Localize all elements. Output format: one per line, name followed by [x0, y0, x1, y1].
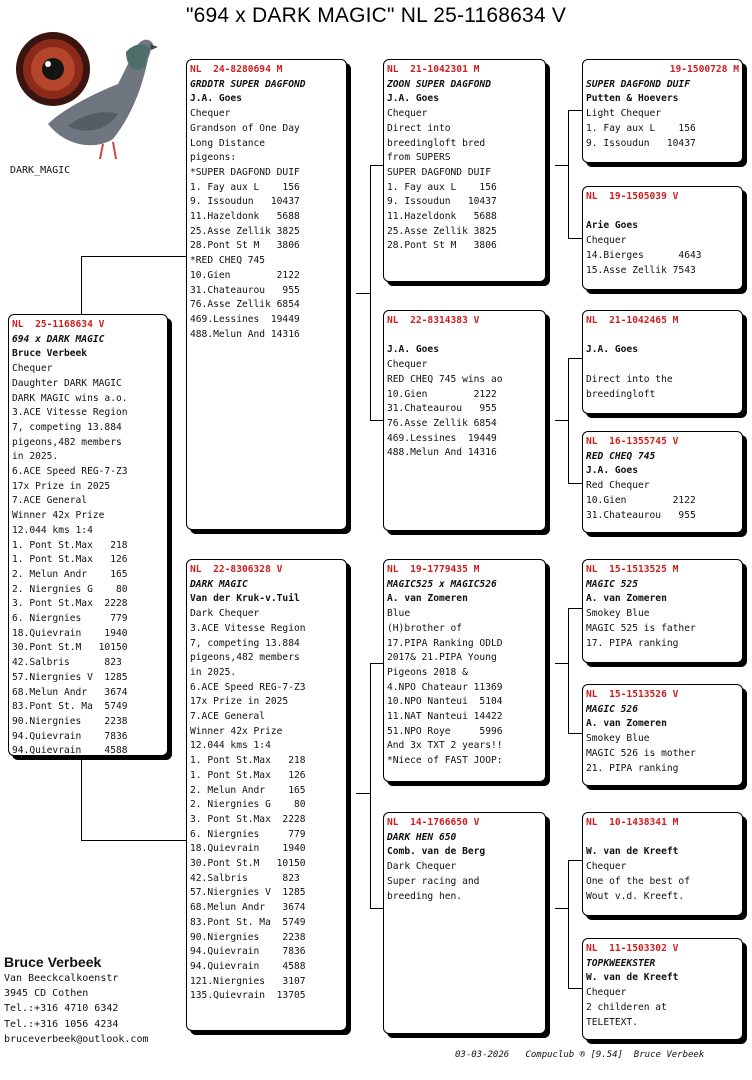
pigeon-name — [586, 205, 739, 220]
detail-line: pigeons: — [190, 152, 237, 164]
detail-line: 30.Pont St.M 10150 — [12, 642, 128, 654]
detail-line: 9. Issoudun 10437 — [387, 196, 497, 208]
eye-pupil — [42, 58, 64, 80]
detail-line: pigeons,482 members — [12, 436, 122, 448]
detail-line: 57.Niergnies V 1285 — [12, 671, 128, 683]
detail-line: 488.Melun And 14316 — [387, 447, 497, 459]
detail-line: 94.Quievrain 7836 — [190, 946, 306, 958]
detail-line: Smokey Blue — [586, 608, 650, 620]
detail-line: Daughter DARK MAGIC — [12, 377, 122, 389]
detail-line: 2017& 21.PIPA Young — [387, 652, 497, 664]
detail-line: SUPER DAGFOND DUIF — [387, 166, 491, 178]
pigeon-name: MAGIC 526 — [586, 703, 638, 715]
page-title: "694 x DARK MAGIC" NL 25-1168634 V — [185, 4, 567, 27]
detail-line: 1. Fay aux L 156 — [387, 181, 497, 193]
owner-name: Comb. van de Berg — [387, 846, 486, 858]
owner-name: J.A. Goes — [586, 344, 638, 356]
pigeon-name — [387, 329, 542, 344]
detail-line — [586, 358, 739, 373]
detail-line: breedingloft bred — [387, 137, 486, 149]
detail-line: TELETEXT. — [586, 1016, 638, 1028]
ring-number: NL 25-1168634 V — [12, 319, 105, 330]
breeder-email: bruceverbeek@outlook.com — [4, 1033, 149, 1045]
detail-line: *Niece of FAST JOOP: — [387, 755, 503, 767]
owner-name: A. van Zomeren — [586, 593, 667, 605]
detail-line: pigeons,482 members — [190, 652, 300, 664]
owner-name: Putten & Hoevers — [586, 93, 679, 105]
owner-name: J.A. Goes — [586, 465, 638, 477]
detail-line: 68.Melun Andr 3674 — [12, 686, 128, 698]
detail-line: 6.ACE Speed REG-7-Z3 — [190, 681, 306, 693]
detail-line: 10.Gien 2122 — [387, 388, 497, 400]
detail-line: 1. Pont St.Max 126 — [190, 769, 306, 781]
owner-name: Arie Goes — [586, 220, 638, 232]
detail-line: 7, competing 13.884 — [190, 637, 300, 649]
breeder-city: 3945 CD Cothen — [4, 988, 89, 1000]
owner-name: J.A. Goes — [190, 93, 242, 105]
detail-line: 94.Quievrain 4588 — [12, 745, 128, 756]
pigeon-name: DARK HEN 650 — [387, 831, 457, 843]
detail-line: 3.ACE Vitesse Region — [12, 407, 128, 419]
detail-line: 6. Niergnies 779 — [190, 828, 306, 840]
detail-line: 17x Prize in 2025 — [190, 696, 289, 708]
pedigree-card-ddd — [582, 938, 743, 1040]
owner-name: A. van Zomeren — [387, 593, 468, 605]
detail-line: Light Chequer — [586, 108, 662, 120]
detail-line: 18.Quievrain 1940 — [190, 843, 306, 855]
pedigree-card-sire-sire — [383, 59, 546, 282]
detail-line: 30.Pont St.M 10150 — [190, 858, 306, 870]
pigeon-name: GRDDTR SUPER DAGFOND — [190, 78, 306, 90]
detail-line: 469.Lessines 19449 — [387, 432, 497, 444]
detail-line: 3. Pont St.Max 2228 — [190, 813, 306, 825]
pedigree-card-dss — [582, 559, 743, 663]
pigeon-name: 694 x DARK MAGIC — [12, 333, 105, 345]
pedigree-card-sire — [186, 59, 347, 530]
owner-name: Bruce Verbeek — [12, 348, 88, 360]
pedigree-card-sds — [582, 310, 743, 414]
detail-line: 17. PIPA ranking — [586, 637, 679, 649]
owner-name: W. van de Kreeft — [586, 846, 679, 858]
ring-number: NL 16-1355745 V — [586, 436, 679, 447]
detail-line: 42.Salbris 823 — [12, 657, 122, 669]
detail-line: 31.Chateaurou 955 — [586, 509, 696, 521]
pedigree-card-dam — [186, 559, 347, 1031]
detail-line: 12.044 kms 1:4 — [190, 740, 271, 752]
detail-line: Chequer — [586, 235, 627, 247]
detail-line: Smokey Blue — [586, 733, 650, 745]
detail-line: Direct into the — [586, 373, 673, 385]
pigeon-name: RED CHEQ 745 — [586, 450, 656, 462]
detail-line: Chequer — [387, 359, 428, 371]
detail-line: Long Distance — [190, 137, 266, 149]
detail-line: 25.Asse Zellik 3825 — [190, 225, 300, 237]
ring-number: NL 24-8280694 M — [190, 64, 283, 75]
detail-line: 9. Issoudun 10437 — [586, 137, 696, 149]
detail-line: 15.Asse Zellik 7543 — [586, 264, 696, 276]
detail-line: 7.ACE General — [190, 711, 266, 723]
detail-line: 28.Pont St M 3806 — [190, 240, 300, 252]
detail-line: 25.Asse Zellik 3825 — [387, 225, 497, 237]
pigeon-photo — [8, 14, 158, 164]
detail-line: 6. Niergnies 779 — [12, 613, 128, 625]
breeder-address: Van Beeckcalkoenstr — [4, 973, 119, 984]
detail-line: Blue — [387, 608, 411, 620]
detail-line: 135.Quievrain 13705 — [190, 990, 306, 1002]
detail-line: 2 childeren at — [586, 1001, 667, 1013]
detail-line: 57.Niergnies V 1285 — [190, 887, 306, 899]
detail-line: 94.Quievrain 4588 — [190, 960, 306, 972]
detail-line: 7, competing 13.884 — [12, 421, 122, 433]
detail-line: from SUPERS — [387, 152, 451, 164]
detail-line: 9. Issoudun 10437 — [190, 196, 300, 208]
detail-line: 2. Niergnies G 80 — [190, 799, 306, 811]
owner-name: A. van Zomeren — [586, 718, 667, 730]
ring-number: NL 15-1513525 M — [586, 564, 679, 575]
owner-name: J.A. Goes — [387, 344, 439, 356]
detail-line: 11.Hazeldonk 5688 — [190, 211, 300, 223]
detail-line: breedingloft — [586, 388, 656, 400]
pedigree-card-sire-dam — [383, 310, 546, 531]
detail-line: 1. Pont St.Max 218 — [190, 755, 306, 767]
ring-number: NL 21-1042465 M — [586, 315, 679, 326]
detail-line: 21. PIPA ranking — [586, 762, 679, 774]
detail-line: 1. Pont St.Max 126 — [12, 554, 128, 566]
detail-line: 28.Pont St M 3806 — [387, 240, 497, 252]
detail-line: *SUPER DAGFOND DUIF — [190, 166, 300, 178]
pedigree-card-dam-dam — [383, 812, 546, 1034]
detail-line: in 2025. — [190, 666, 237, 678]
detail-line: (H)brother of — [387, 622, 463, 634]
ring-number: NL 10-1438341 M — [586, 817, 679, 828]
ring-number: NL 22-8314383 V — [387, 315, 480, 326]
detail-line: 17x Prize in 2025 — [12, 480, 111, 492]
detail-line: 6.ACE Speed REG-7-Z3 — [12, 466, 128, 478]
detail-line: 76.Asse Zellik 6854 — [190, 299, 300, 311]
detail-line: DARK MAGIC wins a.o. — [12, 392, 128, 404]
pedigree-card-dsd — [582, 684, 743, 786]
pigeon-name: MAGIC 525 — [586, 578, 638, 590]
detail-line: Chequer — [190, 108, 231, 120]
ring-number: NL 15-1513526 V — [586, 689, 679, 700]
detail-line: Pigeons 2018 & — [387, 666, 468, 678]
ring-number: NL 19-1779435 M — [387, 564, 480, 575]
detail-line: 3.ACE Vitesse Region — [190, 622, 306, 634]
detail-line: RED CHEQ 745 wins ao — [387, 373, 503, 385]
detail-line: in 2025. — [12, 451, 59, 463]
detail-line: Direct into — [387, 122, 451, 134]
detail-line: 469.Lessines 19449 — [190, 313, 300, 325]
detail-line: Winner 42x Prize — [190, 725, 283, 737]
pedigree-card-ssd — [582, 186, 743, 290]
owner-name: W. van de Kreeft — [586, 972, 679, 984]
detail-line: 90.Niergnies 2238 — [12, 715, 128, 727]
detail-line: 2. Niergnies G 80 — [12, 583, 128, 595]
pigeon-name — [586, 831, 739, 846]
detail-line: 12.044 kms 1:4 — [12, 524, 93, 536]
breeder-name: Bruce Verbeek — [4, 954, 102, 970]
detail-line: 76.Asse Zellik 6854 — [387, 417, 497, 429]
pigeon-name: ZOON SUPER DAGFOND — [387, 78, 491, 90]
pigeon-name — [586, 329, 739, 344]
detail-line: Dark Chequer — [387, 861, 457, 873]
pigeon-name: SUPER DAGFOND DUIF — [586, 78, 690, 90]
detail-line: 1. Pont St.Max 218 — [12, 539, 128, 551]
detail-line: *RED CHEQ 745 — [190, 255, 266, 267]
detail-line: 10.Gien 2122 — [190, 269, 300, 281]
owner-name: J.A. Goes — [387, 93, 439, 105]
detail-line: Chequer — [12, 363, 53, 375]
pedigree-card-dam-sire — [383, 559, 546, 782]
detail-line: 1. Fay aux L 156 — [586, 122, 696, 134]
pedigree-card-dds — [582, 812, 743, 916]
breeder-phone-2: Tel.:+316 1056 4234 — [4, 1018, 119, 1030]
detail-line: 17.PIPA Ranking ODLD — [387, 637, 503, 649]
ring-number: NL 21-1042301 M — [387, 64, 480, 75]
ring-number: NL 22-8306328 V — [190, 564, 283, 575]
detail-line: 18.Quievrain 1940 — [12, 627, 128, 639]
ring-number: 19-1500728 M — [669, 64, 739, 75]
detail-line: Super racing and — [387, 875, 480, 887]
detail-line: 10.NPO Nanteui 5104 — [387, 696, 503, 708]
detail-line: 94.Quievrain 7836 — [12, 730, 128, 742]
footer-credit: 03-03-2026 Compuclub ® [9.54] Bruce Verbeek — [455, 1050, 705, 1060]
detail-line: Chequer — [387, 108, 428, 120]
ring-number: NL 19-1505039 V — [586, 191, 679, 202]
detail-line: 31.Chateaurou 955 — [387, 403, 497, 415]
detail-line: 51.NPO Roye 5996 — [387, 725, 503, 737]
detail-line: Chequer — [586, 861, 627, 873]
detail-line: 83.Pont St. Ma 5749 — [12, 701, 128, 713]
owner-name: Van der Kruk-v.Tuil — [190, 593, 300, 605]
detail-line: 121.Niergnies 3107 — [190, 975, 306, 987]
detail-line: 488.Melun And 14316 — [190, 328, 300, 340]
detail-line: MAGIC 525 is father — [586, 622, 696, 634]
ring-number: NL 11-1503302 V — [586, 943, 679, 954]
breeder-phone-1: Tel.:+316 4710 6342 — [4, 1003, 119, 1015]
detail-line: 3. Pont St.Max 2228 — [12, 598, 128, 610]
detail-line: 2. Melun Andr 165 — [12, 568, 128, 580]
detail-line: 1. Fay aux L 156 — [190, 181, 300, 193]
pedigree-card-subject — [8, 314, 168, 756]
detail-line: Winner 42x Prize — [12, 510, 105, 522]
breeder-info — [4, 953, 149, 1047]
pigeon-name: DARK MAGIC — [190, 578, 248, 590]
detail-line: 14.Bierges 4643 — [586, 249, 702, 261]
detail-line: Wout v.d. Kreeft. — [586, 890, 685, 902]
detail-line: 10.Gien 2122 — [586, 494, 696, 506]
detail-line: One of the best of — [586, 875, 690, 887]
pedigree-card-sdd — [582, 431, 743, 533]
detail-line: 4.NPO Chateaur 11369 — [387, 681, 503, 693]
detail-line: And 3x TXT 2 years!! — [387, 740, 503, 752]
detail-line: 2. Melun Andr 165 — [190, 784, 306, 796]
detail-line: Dark Chequer — [190, 608, 260, 620]
pigeon-name: TOPKWEEKSTER — [586, 957, 656, 969]
pigeon-name: MAGIC525 x MAGIC526 — [387, 578, 497, 590]
detail-line: MAGIC 526 is mother — [586, 747, 696, 759]
detail-line: Chequer — [586, 987, 627, 999]
detail-line: breeding hen. — [387, 890, 463, 902]
detail-line: 11.NAT Nanteui 14422 — [387, 711, 503, 723]
detail-line: 90.Niergnies 2238 — [190, 931, 306, 943]
detail-line: 68.Melun Andr 3674 — [190, 902, 306, 914]
ring-number: NL 14-1766650 V — [387, 817, 480, 828]
pedigree-card-sss — [582, 59, 743, 163]
detail-line: Grandson of One Day — [190, 122, 300, 134]
detail-line: 7.ACE General — [12, 495, 88, 507]
photo-label: DARK_MAGIC — [10, 165, 71, 176]
detail-line: 42.Salbris 823 — [190, 872, 300, 884]
detail-line: 83.Pont St. Ma 5749 — [190, 916, 306, 928]
detail-line: 11.Hazeldonk 5688 — [387, 211, 497, 223]
detail-line: Red Chequer — [586, 480, 650, 492]
detail-line: 31.Chateaurou 955 — [190, 284, 300, 296]
